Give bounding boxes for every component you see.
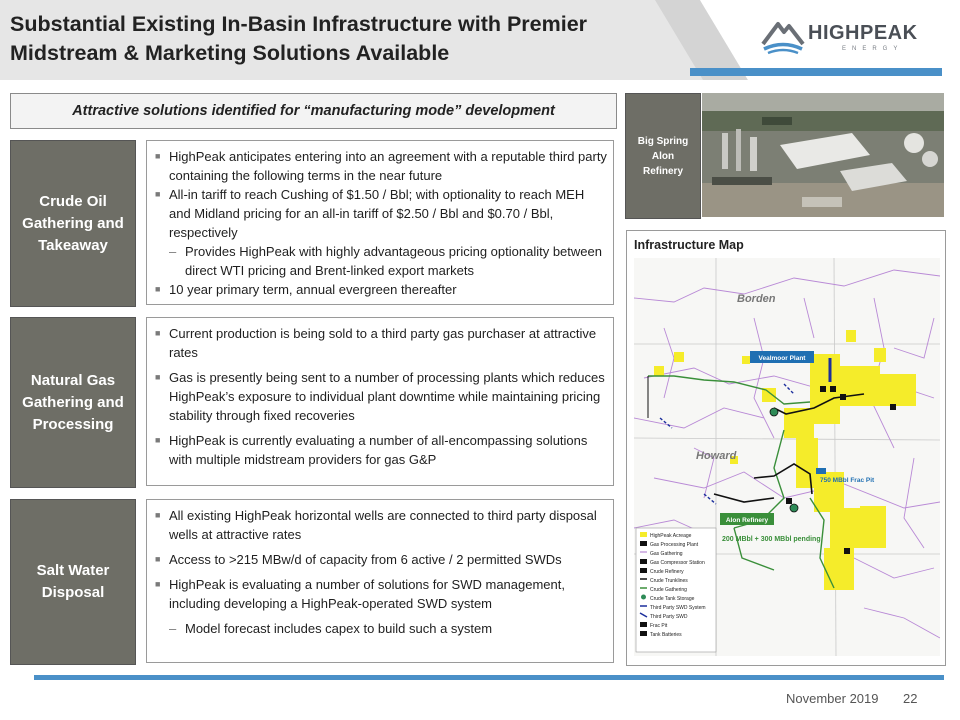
section-box-crude-oil — [146, 140, 614, 305]
section-label-text: Natural Gas Gathering and Processing — [22, 371, 124, 433]
company-logo — [760, 14, 945, 58]
map-canvas — [634, 258, 940, 656]
slide-title-line-1: Substantial Existing In-Basin Infrastructure with Premier — [10, 12, 588, 36]
pit-capacity-label: 200 MBbl + 300 MBbl pending — [722, 536, 821, 543]
bullet-item: ■ All existing HighPeak horizontal wells are connected to third party disposal wells at attractive rates — [155, 506, 607, 544]
bullet-text: Model forecast includes capex to build such a system — [185, 621, 493, 636]
section-box-natural-gas — [146, 317, 614, 486]
bullet-text: 10 year primary term, annual evergreen thereafter — [169, 282, 457, 297]
bullet-text: Gas is presently being sent to a number of processing plants which reduces HighPeak’s exposure to individual plant downtime while maintaining pricing stability through fixed recoveries — [169, 370, 605, 423]
refinery-photo — [702, 93, 944, 217]
bullet-text: All-in tariff to reach Cushing of $1.50 / Bbl; with optionality to reach MEH and Midland pricing for an all-in tariff of $2.50 / Bbl and $0.70 / Bbl, respectively — [169, 187, 585, 240]
legend-label: Third Party SWD — [650, 614, 688, 620]
section-box-salt-water — [146, 499, 614, 663]
legend-label: Frac Pit — [650, 623, 668, 629]
slide-title-line-2: Midstream & Marketing Solutions Available — [10, 41, 450, 65]
section-label-natural-gas — [10, 317, 136, 488]
section-label-text: Crude Oil Gathering and Takeaway — [22, 192, 124, 254]
legend-label: Gas Gathering — [650, 551, 683, 557]
county-label-borden: Borden — [737, 293, 776, 305]
bullet-text: Provides HighPeak with highly advantageous pricing optionality between direct WTI pricing and Brent-linked export markets — [185, 244, 602, 278]
bullet-item: ■ 10 year primary term, annual evergreen thereafter — [155, 282, 457, 297]
mountain-logo-icon — [760, 16, 806, 56]
map-title: Infrastructure Map — [634, 238, 744, 252]
legend-label: Crude Tank Storage — [650, 596, 695, 602]
vealmoor-plant-label: Vealmoor Plant — [758, 355, 806, 362]
legend-label: Crude Trunklines — [650, 578, 688, 584]
section-label-salt-water — [10, 499, 136, 665]
bullet-item: ■ Current production is being sold to a third party gas purchaser at attractive rates — [155, 324, 607, 362]
bullet-text: Access to >215 MBw/d of capacity from 6 active / 2 permitted SWDs — [169, 552, 562, 567]
county-label-howard: Howard — [696, 450, 737, 462]
page-number: 22 — [903, 691, 918, 706]
logo-wordmark: HIGHPEAK — [808, 22, 918, 44]
bullet-text: HighPeak anticipates entering into an agreement with a reputable third party containing the following terms in the near future — [169, 149, 607, 183]
refinery-illustration — [702, 93, 944, 217]
section-label-crude-oil — [10, 140, 136, 307]
legend-label: Crude Gathering — [650, 587, 687, 593]
header-accent-bar — [690, 68, 942, 76]
legend-label: Gas Compressor Station — [650, 560, 705, 566]
infrastructure-map — [634, 258, 940, 656]
sub-bullet-item: – Provides HighPeak with highly advantageous pricing optionality between direct WTI pricing and Brent-linked export markets — [155, 242, 607, 280]
bullet-item: ■ Gas is presently being sent to a number of processing plants which reduces HighPeak’s exposure to individual plant downtime while maintaining pricing stability through fixed recoveries — [155, 368, 607, 425]
frac-pit-label: 750 MBbl Frac Pit — [820, 477, 875, 484]
bullet-item: ■ HighPeak is evaluating a number of solutions for SWD management, including developing a HighPeak-operated SWD system — [155, 575, 607, 613]
slide-title — [10, 10, 690, 68]
legend-label: Third Party SWD System — [650, 605, 706, 611]
legend-label: Crude Refinery — [650, 569, 684, 575]
bullet-item: ■ All-in tariff to reach Cushing of $1.50 / Bbl; with optionality to reach MEH and Midland pricing for an all-in tariff of $2.50 / Bbl and $0.70 / Bbl, respectively — [155, 185, 607, 242]
photo-label — [625, 93, 701, 219]
alon-refinery-label: Alon Refinery — [725, 517, 769, 524]
bullet-text: Current production is being sold to a third party gas purchaser at attractive rates — [169, 326, 597, 360]
section-label-text: Salt Water Disposal — [36, 562, 110, 601]
legend-label: Gas Processing Plant — [650, 542, 699, 548]
slide-header — [0, 0, 960, 82]
bullet-text: All existing HighPeak horizontal wells are connected to third party disposal wells at attractive rates — [169, 508, 597, 542]
sub-bullet-item: – Model forecast includes capex to build such a system — [169, 621, 493, 636]
solutions-banner: Attractive solutions identified for “manufacturing mode” development — [10, 93, 617, 129]
photo-label-text: Big Spring Alon Refinery — [637, 135, 689, 177]
legend-label: HighPeak Acreage — [650, 533, 692, 539]
logo-subtitle: ENERGY — [842, 46, 904, 52]
legend-label: Tank Batteries — [650, 632, 682, 638]
bullet-text: HighPeak is evaluating a number of solutions for SWD management, including developing a HighPeak-operated SWD system — [169, 577, 565, 611]
bullet-text: HighPeak is currently evaluating a number of all-encompassing solutions with multiple midstream providers for gas G&P — [169, 433, 588, 467]
footer-date: November 2019 — [786, 691, 879, 706]
map-legend — [636, 528, 716, 652]
footer-accent-bar — [34, 675, 944, 680]
bullet-item: ■ HighPeak anticipates entering into an agreement with a reputable third party containing the following terms in the near future — [155, 149, 607, 183]
bullet-item: ■ Access to >215 MBw/d of capacity from 6 active / 2 permitted SWDs — [155, 552, 562, 567]
bullet-item: ■ HighPeak is currently evaluating a number of all-encompassing solutions with multiple midstream providers for gas G&P — [155, 431, 607, 469]
